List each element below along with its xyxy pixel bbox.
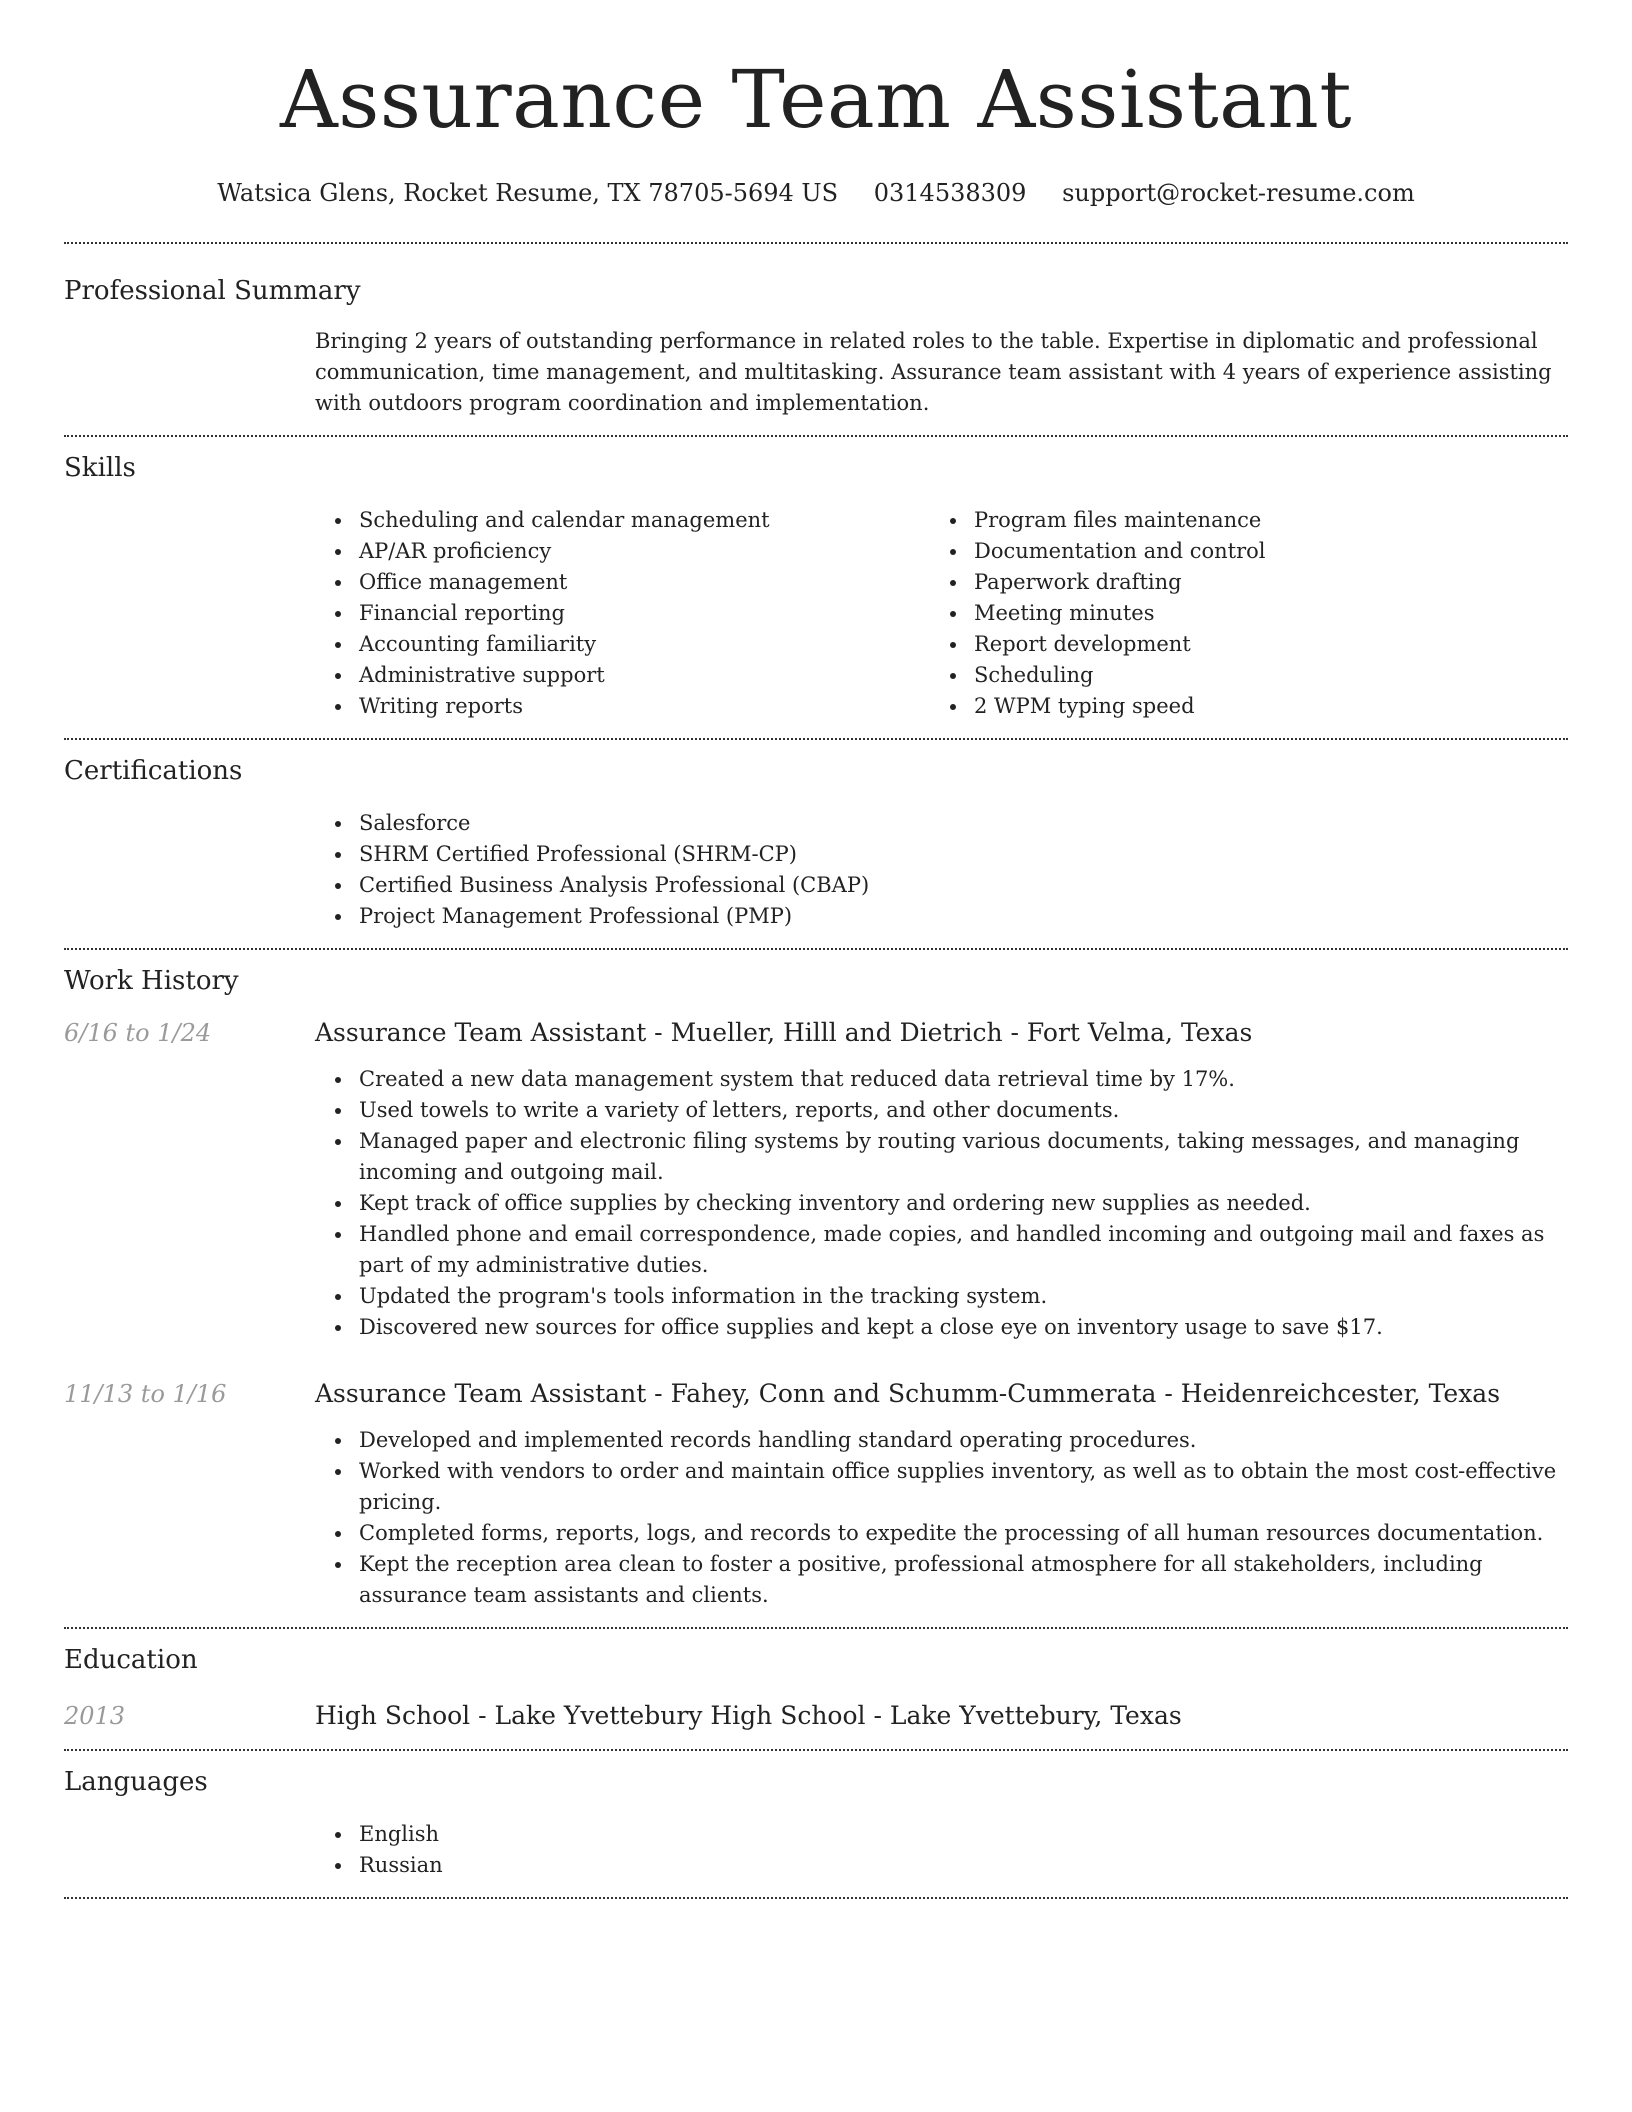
skill-item: Paperwork drafting [974,567,1545,598]
skill-item: Scheduling [974,660,1545,691]
job-bullets [315,1425,1568,1611]
skill-item: AP/AR proficiency [359,536,930,567]
certification-item: Salesforce [359,808,1568,839]
skills-grid [315,505,1568,722]
skill-item: Accounting familiarity [359,629,930,660]
contact-line [64,178,1568,208]
resume-header [64,0,1568,208]
skill-item: Administrative support [359,660,930,691]
summary-heading: Professional Summary [64,276,361,306]
education-details: High School - Lake Yvettebury High School - Lake Yvettebury, Texas [315,1701,1182,1730]
job-details [315,1016,1568,1343]
summary-body [315,326,1568,419]
education-year: 2013 [64,1702,126,1730]
work-history-heading: Work History [64,966,239,996]
job-title: Assurance Team Assistant - Fahey, Conn and Schumm-Cummerata - Heidenreichcester, Texas [315,1379,1501,1408]
work-history-section [64,950,1568,1627]
skills-list-left [315,505,930,722]
skill-item: Program files maintenance [974,505,1545,536]
job-bullet: Used towels to write a variety of letters, reports, and other documents. [359,1095,1568,1126]
job-dates: 11/13 to 1/16 [64,1380,227,1408]
language-item: Russian [359,1850,1568,1881]
skills-list-right [930,505,1545,722]
summary-text: Bringing 2 years of outstanding performance in related roles to the table. Expertise in diplomatic and professional communication, time management, and multitasking. Assurance team assistant with 4 years of experience assisting with outdoors program coordination and implementation. [315,329,1552,415]
languages-body [315,1819,1568,1881]
job-bullet: Completed forms, reports, logs, and records to expedite the processing of all human resources documentation. [359,1518,1568,1549]
contact-email: support@rocket-resume.com [1062,179,1415,207]
job-bullet: Worked with vendors to order and maintain office supplies inventory, as well as to obtain the most cost-effective pricing. [359,1456,1568,1518]
languages-heading: Languages [64,1767,208,1797]
language-item: English [359,1819,1568,1850]
skills-column-left [315,505,930,722]
skill-item: Report development [974,629,1545,660]
languages-list [315,1819,1568,1881]
job-bullet: Developed and implemented records handling standard operating procedures. [359,1425,1568,1456]
job-bullets [315,1064,1568,1343]
contact-address: Watsica Glens, Rocket Resume, TX 78705-5694 US [217,179,839,207]
job-details [315,1377,1568,1611]
job-bullet: Created a new data management system that reduced data retrieval time by 17%. [359,1064,1568,1095]
contact-phone: 0314538309 [873,179,1027,207]
certifications-section [64,740,1568,948]
summary-section [64,244,1568,435]
skill-item: Scheduling and calendar management [359,505,930,536]
education-section [64,1629,1568,1749]
job-bullet: Managed paper and electronic filing systems by routing various documents, taking messages, and managing incoming and outgoing mail. [359,1126,1568,1188]
languages-section [64,1751,1568,1897]
job-bullet: Discovered new sources for office supplies and kept a close eye on inventory usage to save $17. [359,1312,1568,1343]
education-entry [64,1699,1568,1733]
skill-item: Writing reports [359,691,930,722]
certifications-heading: Certifications [64,756,243,786]
candidate-name: Assurance Team Assistant [280,53,1352,146]
skill-item: Meeting minutes [974,598,1545,629]
job-dates: 6/16 to 1/24 [64,1019,212,1047]
skill-item: Documentation and control [974,536,1545,567]
job-bullet: Handled phone and email correspondence, made copies, and handled incoming and outgoing mail and faxes as part of my administrative duties. [359,1219,1568,1281]
job-bullet: Updated the program's tools information in the tracking system. [359,1281,1568,1312]
job-entry [64,1377,1568,1611]
job-bullet: Kept the reception area clean to foster a positive, professional atmosphere for all stakeholders, including assurance team assistants and clients. [359,1549,1568,1611]
skills-column-right [930,505,1545,722]
certifications-body [315,808,1568,932]
job-title: Assurance Team Assistant - Mueller, Hilll and Dietrich - Fort Velma, Texas [315,1018,1253,1047]
job-bullet: Kept track of office supplies by checking inventory and ordering new supplies as needed. [359,1188,1568,1219]
skill-item: Office management [359,567,930,598]
certification-item: Certified Business Analysis Professional (CBAP) [359,870,1568,901]
job-entry [64,1016,1568,1343]
skill-item: Financial reporting [359,598,930,629]
skill-item: 2 WPM typing speed [974,691,1545,722]
education-heading: Education [64,1645,198,1675]
certifications-list [315,808,1568,932]
divider [64,1897,1568,1899]
skills-section [64,437,1568,738]
certification-item: SHRM Certified Professional (SHRM-CP) [359,839,1568,870]
certification-item: Project Management Professional (PMP) [359,901,1568,932]
skills-heading: Skills [64,453,136,483]
